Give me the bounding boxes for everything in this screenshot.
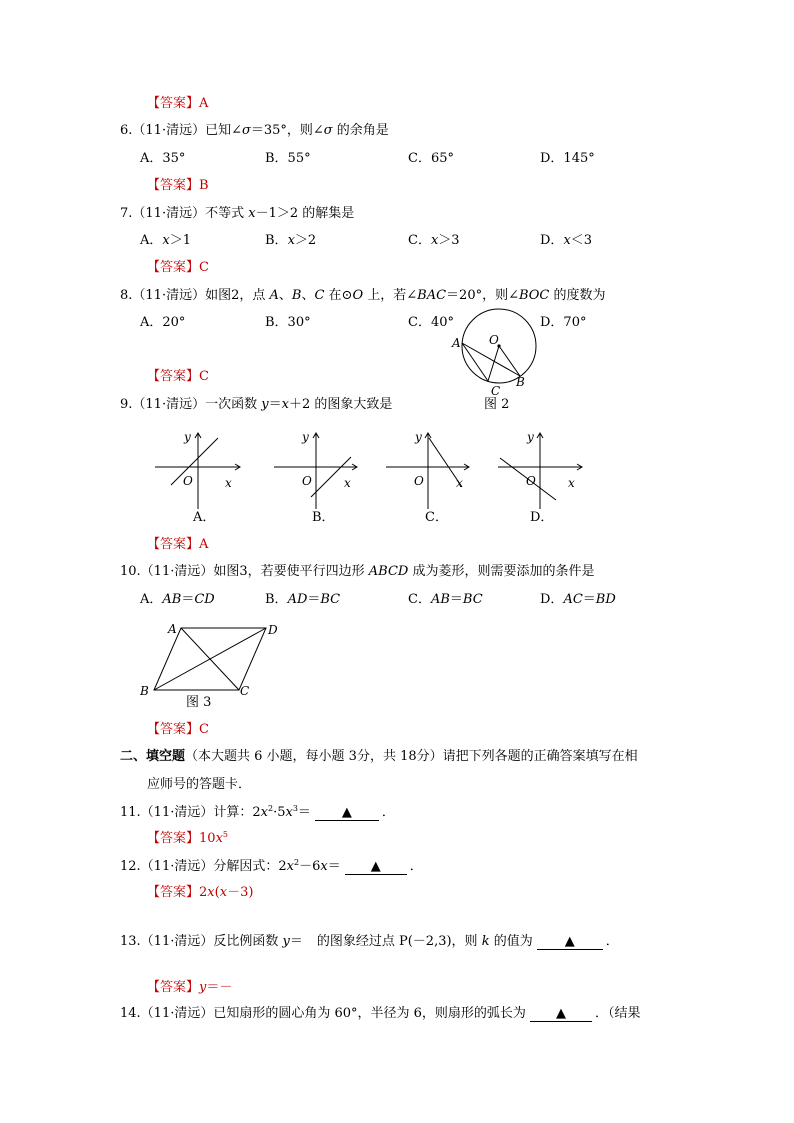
option-left: AC <box>563 592 583 607</box>
graph-option-label: C． <box>425 510 448 525</box>
question-9 <box>120 397 392 413</box>
origin-label: O <box>414 474 424 488</box>
option-label: A． <box>140 233 163 248</box>
q8-stem-part: 8.（11·清远）如图2，点 <box>120 288 270 303</box>
answer-label: 【答案】 <box>147 831 200 846</box>
option-var: x <box>162 233 170 248</box>
answer-label: 【答案】 <box>147 980 200 995</box>
q8-stem-var: B <box>291 288 302 303</box>
q7-stem-part: 7.（11·清远）不等式 <box>120 206 249 221</box>
q14-answer-blank[interactable]: ▲ <box>530 1006 592 1022</box>
option-label: C． <box>408 233 431 248</box>
question-10 <box>120 564 594 580</box>
q9-stem-part: ＋2 的图象大致是 <box>288 397 393 412</box>
q7-option-d <box>540 233 592 249</box>
answer-part: 10 <box>199 831 216 846</box>
q12-answer-blank[interactable]: ▲ <box>345 859 407 875</box>
answer-label: 【答案】 <box>147 722 200 737</box>
q13-stem-part: 的图象经过点 P(－2,3)，则 <box>316 934 482 949</box>
q7-stem-part: －1＞2 的解集是 <box>255 206 355 221</box>
option-left: AB <box>162 592 182 607</box>
answer-value: A <box>199 96 209 111</box>
answer-part: 2 <box>199 885 208 900</box>
question-12 <box>120 859 423 875</box>
q10-stem-part: 成为菱形，则需要添加的条件是 <box>408 564 595 579</box>
section-2-description-cont: 应师号的答题卡． <box>147 777 252 792</box>
graph-option-label: B． <box>312 510 335 525</box>
section-description: （本大题共 6 小题，每小题 3分，共 18分）请把下列各题的正确答案填写在相 <box>185 749 638 764</box>
graph-d <box>498 430 582 525</box>
option-right: BD <box>595 592 616 607</box>
option-rest: ＞3 <box>438 233 460 248</box>
q13-end: ． <box>605 934 619 949</box>
q13-stem-part: 的值为 <box>489 934 533 949</box>
answer-part: －3) <box>227 885 254 900</box>
q12-stem-var: x <box>320 859 328 874</box>
q8-stem-part: 、 <box>301 288 315 303</box>
q6-stem-part: ＝35°，则∠ <box>250 123 324 138</box>
answer-label: 【答案】 <box>147 369 200 384</box>
graph-b <box>274 430 357 525</box>
answer-value: A <box>199 537 209 552</box>
point-label-a: A <box>452 336 461 350</box>
point-label-b: B <box>516 375 525 389</box>
q7-option-b <box>265 233 316 249</box>
origin-label: O <box>302 474 312 488</box>
origin-label: O <box>183 474 193 488</box>
answer-part: ( <box>214 885 220 900</box>
q12-end: ． <box>409 859 423 874</box>
q6-option-a: A．35° <box>140 151 186 166</box>
point-label-c: C <box>240 684 250 698</box>
option-eq: ＝ <box>449 592 463 607</box>
graph-option-label: A． <box>193 510 216 525</box>
answer-q12 <box>147 885 253 901</box>
q13-stem-var: y <box>282 934 290 949</box>
q8-stem-var: C <box>314 288 325 303</box>
option-eq: ＝ <box>307 592 321 607</box>
section-title: 二、填空题 <box>120 749 186 764</box>
answer-value: C <box>199 369 209 384</box>
point-label-o: O <box>489 333 499 347</box>
answer-q11 <box>147 831 228 847</box>
answer-q8 <box>147 369 209 385</box>
option-var: x <box>563 233 571 248</box>
q11-stem-var: x <box>285 805 293 820</box>
point-label-c: C <box>491 384 501 398</box>
option-rest: ＞1 <box>169 233 192 248</box>
q11-exponent: 2 <box>267 804 274 813</box>
option-label: B． <box>265 233 288 248</box>
q7-options <box>0 233 794 249</box>
q11-end: ． <box>381 805 395 820</box>
question-7 <box>120 206 354 222</box>
option-right: BC <box>462 592 483 607</box>
answer-var: x <box>219 885 228 900</box>
answer-value: C <box>199 260 209 275</box>
q7-option-a <box>140 233 191 249</box>
option-left: AD <box>287 592 308 607</box>
q11-exponent: 3 <box>292 804 298 813</box>
q10-option-b <box>265 592 340 608</box>
point-label-d: D <box>268 623 278 637</box>
q11-stem-part: 11.（11·清远）计算：2 <box>120 805 261 820</box>
answer-label: 【答案】 <box>147 885 200 900</box>
q8-option-c: C．40° <box>408 315 454 330</box>
q8-stem-part: 在⊙ <box>324 288 353 303</box>
option-left: AB <box>430 592 450 607</box>
q8-option-d: D．70° <box>540 315 587 330</box>
graph-c <box>386 430 469 525</box>
option-label: D． <box>540 233 564 248</box>
segment-ob <box>499 346 520 376</box>
question-14 <box>120 1006 640 1022</box>
q13-stem-part: ＝ <box>289 934 303 949</box>
answer-var: x <box>215 831 223 846</box>
x-axis-label: x <box>344 476 351 490</box>
figure-3-parallelogram <box>135 615 285 700</box>
q10-option-d <box>540 592 616 608</box>
function-line <box>171 438 218 485</box>
option-var: x <box>430 233 439 248</box>
q6-stem-part: 6.（11·清远）已知∠ <box>120 123 242 138</box>
q11-stem-part: ·5 <box>273 805 286 820</box>
q7-stem-var: x <box>248 206 256 221</box>
q14-stem-part: 14.（11·清远）已知扇形的圆心角为 60°，半径为 6，则扇形的弧长为 <box>120 1006 526 1021</box>
section-2-heading <box>120 749 638 765</box>
answer-value: B <box>199 178 209 193</box>
answer-q5 <box>147 96 208 112</box>
q8-option-a: A．20° <box>140 315 186 330</box>
q8-stem-part: 上，若∠ <box>363 288 418 303</box>
q11-answer-blank[interactable]: ▲ <box>315 805 379 821</box>
question-11 <box>120 805 395 821</box>
figure-2-caption: 图 2 <box>484 397 510 412</box>
y-axis-label: y <box>184 430 191 444</box>
q9-graphs <box>140 425 600 525</box>
q12-stem-var: x <box>286 859 294 874</box>
question-13 <box>120 934 619 950</box>
answer-q10 <box>147 722 209 738</box>
q6-option-b: B．55° <box>265 151 311 166</box>
x-axis-label: x <box>225 476 232 490</box>
option-rest: ＞2 <box>294 233 317 248</box>
q6-options <box>0 151 794 167</box>
answer-q9 <box>147 537 208 553</box>
q8-stem-var: O <box>352 288 364 303</box>
q6-option-d: D．145° <box>540 151 595 166</box>
point-label-a: A <box>168 622 177 636</box>
q6-option-c: C．65° <box>408 151 454 166</box>
answer-label: 【答案】 <box>147 178 200 193</box>
figure-2-circle <box>440 300 550 400</box>
diagonal-bd <box>154 628 266 690</box>
option-right: CD <box>194 592 215 607</box>
q12-stem-part: －6 <box>299 859 321 874</box>
answer-var: y <box>199 980 207 995</box>
q8-stem-var: A <box>269 288 279 303</box>
q6-stem-var: σ <box>241 123 251 138</box>
q10-stem-var: ABCD <box>368 564 409 579</box>
q9-stem-part: 9.（11·清远）一次函数 <box>120 397 262 412</box>
answer-exponent: 5 <box>222 830 228 839</box>
answer-var: x <box>207 885 215 900</box>
answer-q6 <box>147 178 209 194</box>
y-axis-label: y <box>527 430 534 444</box>
option-label: A． <box>140 592 163 607</box>
option-right: BC <box>320 592 341 607</box>
origin-label: O <box>526 474 536 488</box>
y-axis-label: y <box>302 430 309 444</box>
graph-option-label: D． <box>530 510 554 525</box>
q9-stem-part: ＝ <box>268 397 282 412</box>
q13-stem-part: 13.（11·清远）反比例函数 <box>120 934 283 949</box>
q11-stem-var: x <box>260 805 268 820</box>
q13-answer-blank[interactable]: ▲ <box>537 934 603 950</box>
q8-stem-var: BOC <box>518 288 550 303</box>
option-label: C． <box>408 592 431 607</box>
answer-q13 <box>147 980 232 996</box>
q6-stem-var: σ <box>323 123 333 138</box>
q8-stem-part: ＝20°，则∠ <box>446 288 519 303</box>
q8-stem-part: 的度数为 <box>549 288 606 303</box>
question-6 <box>120 123 389 139</box>
point-label-b: B <box>140 684 149 698</box>
q10-options <box>0 592 794 608</box>
q12-stem-part: ＝ <box>327 859 341 874</box>
q10-stem-part: 10.（11·清远）如图3，若要使平行四边形 <box>120 564 369 579</box>
q6-stem-part: 的余角是 <box>332 123 389 138</box>
q9-stem-var: y <box>261 397 269 412</box>
answer-value: C <box>199 722 209 737</box>
option-label: B． <box>265 592 288 607</box>
q12-exponent: 2 <box>293 858 300 867</box>
q8-options <box>0 315 794 331</box>
q10-option-a <box>140 592 215 608</box>
option-label: D． <box>540 592 564 607</box>
y-axis-label: y <box>415 430 422 444</box>
q8-stem-part: 、 <box>278 288 292 303</box>
answer-part: ＝－ <box>206 980 233 995</box>
q9-stem-var: x <box>281 397 289 412</box>
answer-label: 【答案】 <box>147 537 200 552</box>
figure-3-caption: 图 3 <box>186 695 212 710</box>
q14-end: ．（结果 <box>594 1006 641 1021</box>
option-eq: ＝ <box>181 592 195 607</box>
option-eq: ＝ <box>582 592 596 607</box>
graph-a <box>155 430 240 525</box>
q13-stem-var: k <box>481 934 490 949</box>
q12-stem-part: 12.（11·清远）分解因式：2 <box>120 859 287 874</box>
x-axis-label: x <box>568 476 575 490</box>
q7-option-c <box>408 233 460 249</box>
x-axis-label: x <box>456 476 463 490</box>
q8-option-b: B．30° <box>265 315 311 330</box>
answer-label: 【答案】 <box>147 260 200 275</box>
answer-q7 <box>147 260 209 276</box>
option-rest: ＜3 <box>570 233 593 248</box>
q11-stem-part: ＝ <box>297 805 311 820</box>
q8-stem-var: BAC <box>417 288 447 303</box>
option-var: x <box>287 233 295 248</box>
q10-option-c <box>408 592 483 608</box>
answer-label: 【答案】 <box>147 96 200 111</box>
